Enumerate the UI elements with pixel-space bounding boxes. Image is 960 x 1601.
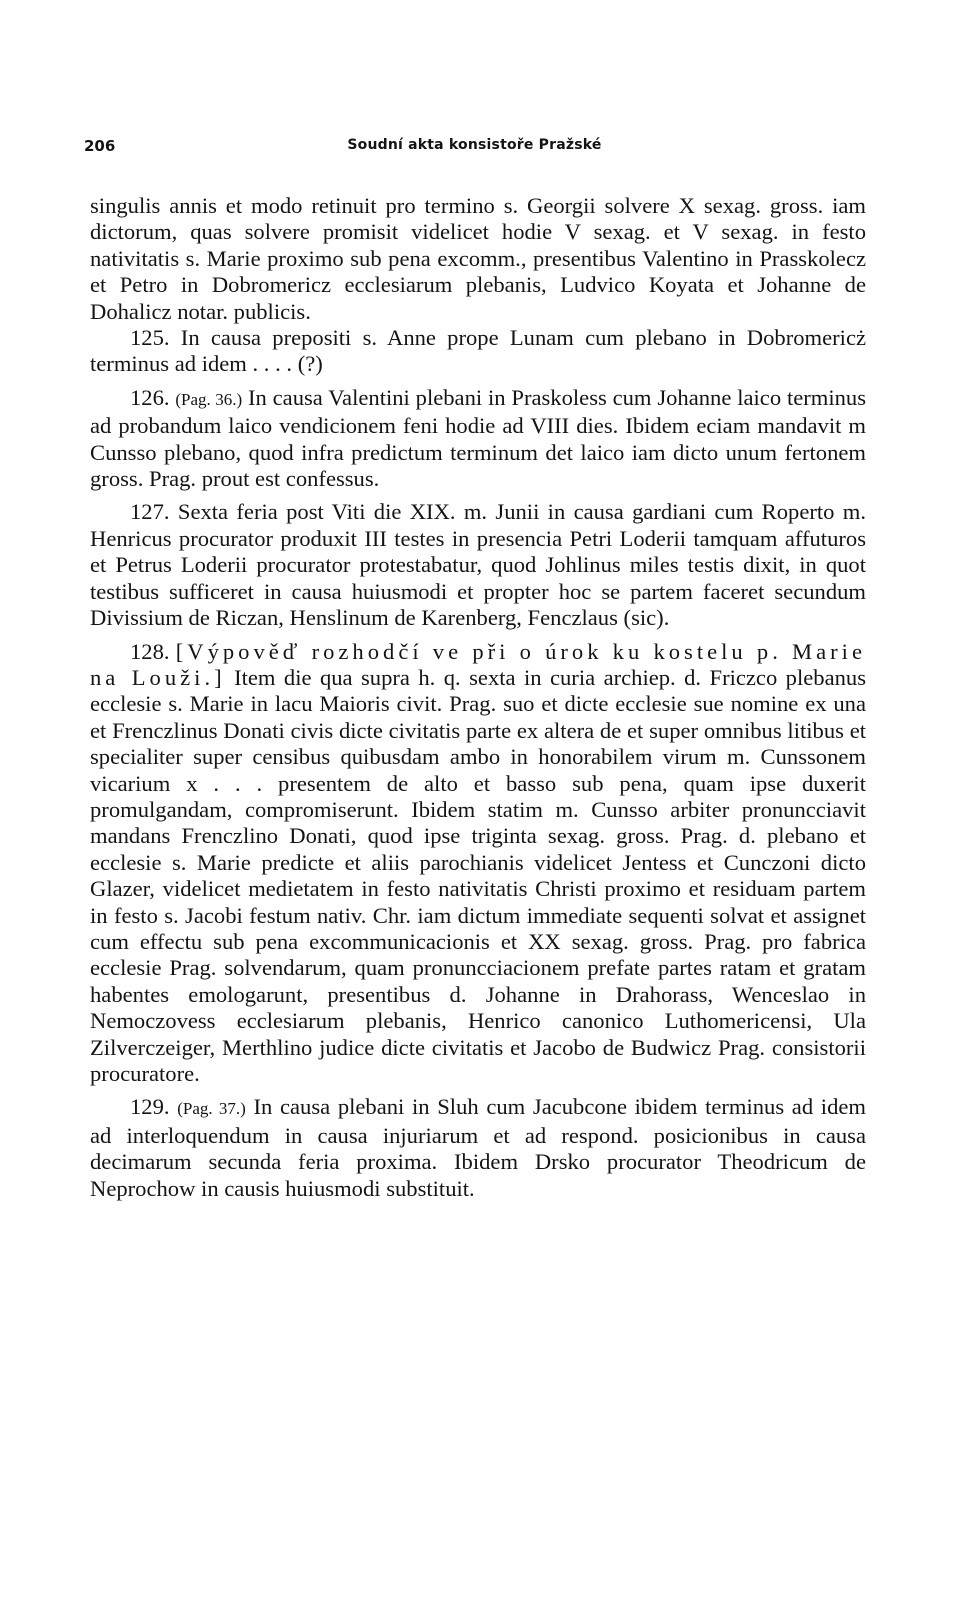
entry-127 [90, 499, 866, 631]
entry-text: Sexta feria post Viti die XIX. m. Junii in causa gardiani cum Roperto m. Henricus procurator produxit III testes in presencia Petri Loderii tamquam affuturos et Petrus Loderii procurator protestabatur, quod Johlinus miles testis dixit, in quot testibus sufficeret in causa huiusmodi et propter hoc se partem faceret secundum Divissium de Riczan, Henslinum de Karenberg, Fenczlaus (sic). [90, 499, 866, 631]
entry-128 [90, 639, 866, 1088]
entry-number: 127. [130, 499, 170, 525]
entry-129 [90, 1094, 866, 1202]
entry-text: In causa Valentini plebani in Praskoless cum Johanne laico terminus ad probandum laico vendicionem feni hodie ad VIII dies. Ibidem eciam mandavit m Cunsso plebano, quod infra predictum terminum det laico iam dicto unum fertonem gross. Prag. prout est confessus. [90, 384, 867, 492]
entry-125 [90, 325, 866, 378]
entry-number: 125. [130, 325, 170, 351]
entry-heading: [Výpověď rozhodčí ve při o úrok ku kostelu p. Marie na Louži.] [90, 638, 866, 690]
body-text [90, 193, 866, 1202]
continuation-paragraph: singulis annis et modo retinuit pro termino s. Georgii solvere X sexag. gross. iam dictorum, quas solvere promisit videlicet hodie V sexag. et V sexag. in festo nativitatis s. Marie proximo sub pena excomm., presentibus Valentino in Prasskolecz et Petro in Dobromericz ecclesiarum plebanis, Ludvico Koyata et Johanne de Dohalicz notar. publicis. [90, 193, 866, 324]
page-reference: (Pag. 37.) [177, 1099, 246, 1119]
entry-number: 126. [130, 384, 170, 410]
running-title: Soudní akta konsistoře Pražské [347, 137, 602, 153]
page-reference: (Pag. 36.) [175, 389, 243, 409]
entry-number: 128. [130, 638, 170, 664]
page-number: 206 [84, 137, 116, 155]
entry-text: In causa prepositi s. Anne prope Lunam cum plebano in Dobromericż terminus ad idem . . . . (?) [90, 325, 866, 377]
entry-text: Item die qua supra h. q. sexta in curia archiep. d. Friczco plebanus ecclesie s. Marie in lacu Maioris civit. Prag. suo et dicte ecclesie sue nomine ex una et Frenczlinus Donati civis dicte civitatis parte ex altera de et super omnibus litibus et specialiter super censibus quibusdam ambo in honorabilem virum m. Cunssonem vicarium x . . . presentem de alto et basso sub pena, quam ipse duxerit promulgandam, compromiserunt. Ibidem statim m. Cunsso arbiter pronuncciavit mandans Frenczlino Donati, quod ipse triginta sexag. gross. Prag. d. plebano et ecclesie s. Marie predicte et aliis parochianis videlicet Jentess et Cunczoni dicto Glazer, videlicet medietatem in festo nativitatis Christi proximo et residuam partem in festo s. Jacobi festum nativ. Chr. iam dictum immediate sequenti solvat et assignet cum effectu sub pena excommunicacionis et XX sexag. gross. Prag. pro fabrica ecclesie Prag. solvendarum, quam pronuncciacionem prefate partes ratam et gratam habentes emologarunt, presentibus d. Johanne in Drahorass, Wenceslao in Nemoczovess ecclesiarum plebanis, Henrico canonico Luthomericensi, Ula Zilverczeiger, Merthlino judice dicte civitatis et Jacobo de Budwicz Prag. consistorii procuratore. [90, 664, 866, 1086]
entry-text: In causa plebani in Sluh cum Jacubcone ibidem terminus ad idem ad interloquendum in causa injuriarum et ad respond. posicionibus in causa decimarum secunda feria proxima. Ibidem Drsko procurator Theodricum de Neprochow in causis huiusmodi substituit. [90, 1094, 866, 1201]
entry-126 [90, 385, 866, 493]
running-head [84, 137, 865, 161]
entry-number: 129. [130, 1094, 170, 1120]
